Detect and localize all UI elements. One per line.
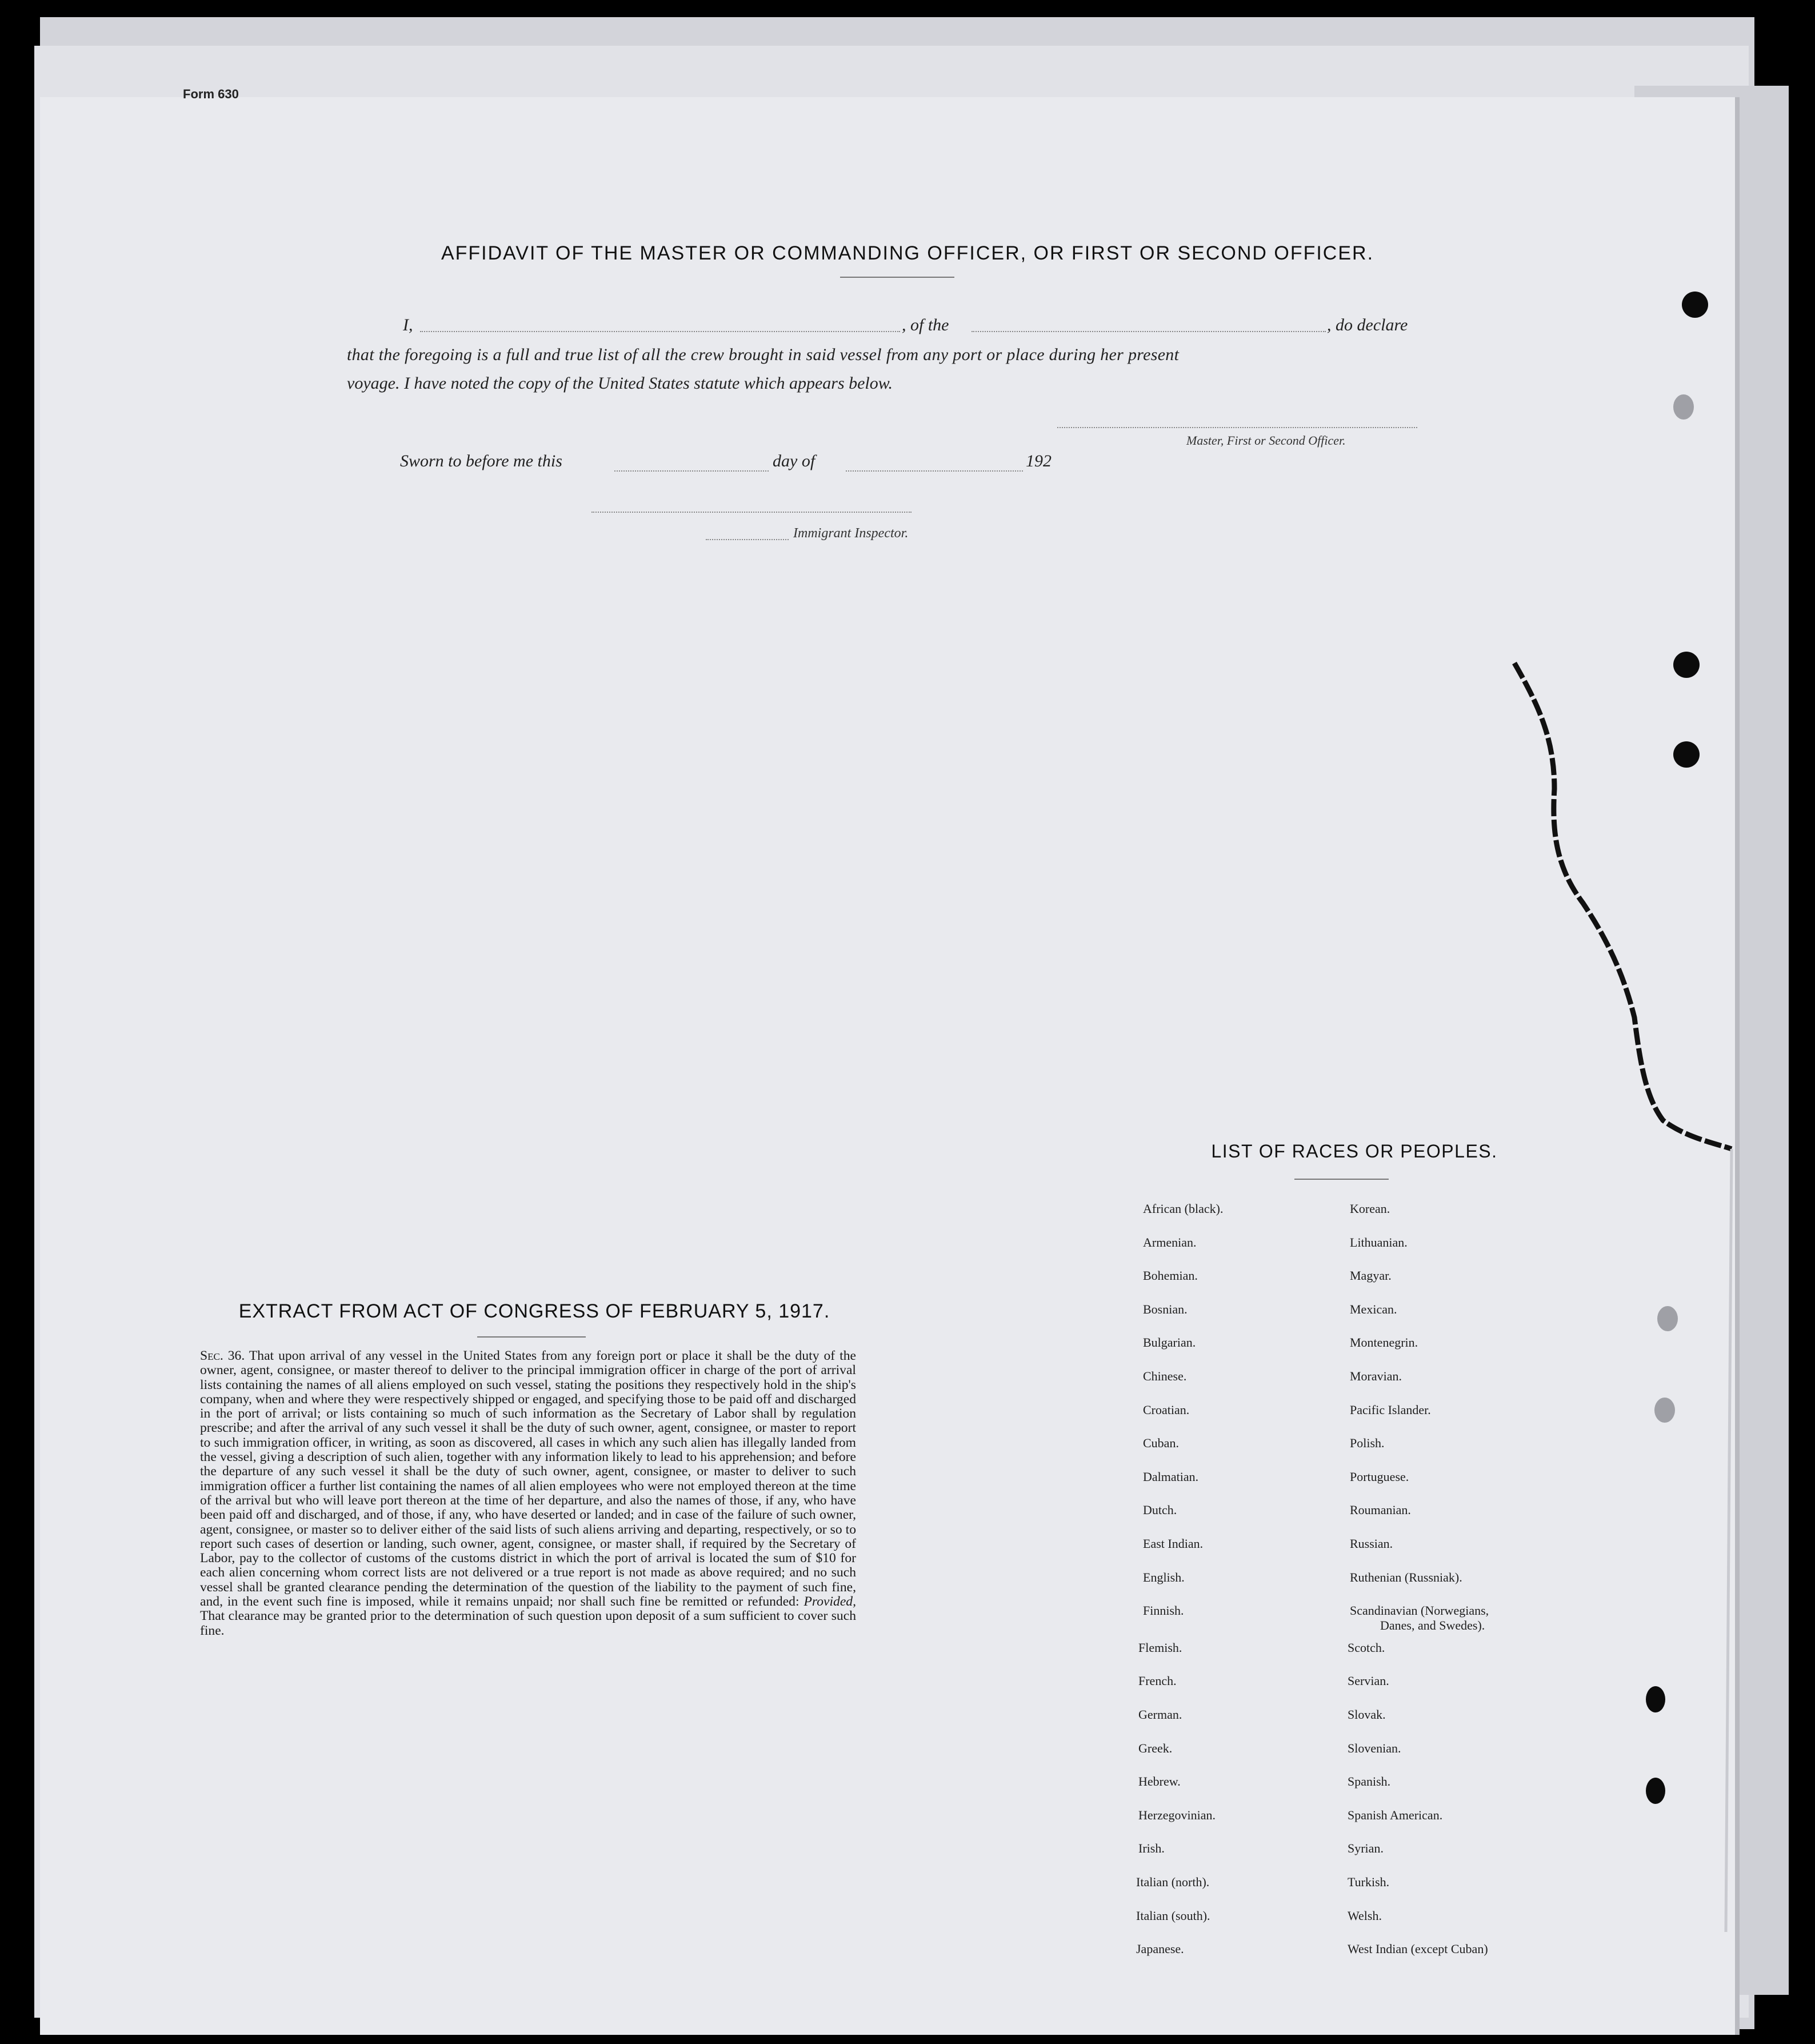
race-item: Spanish American. [1348,1807,1443,1822]
inspector-signature-field[interactable] [591,511,912,513]
master-caption: Master, First or Second Officer. [1186,433,1346,448]
race-item: Korean. [1350,1201,1390,1216]
title-rule [840,277,954,278]
affidavit-declare: , do declare [1327,316,1408,334]
race-item-continuation: Danes, and Swedes). [1380,1618,1485,1633]
affidavit-statement: that the foregoing is a full and true list of all the crew brought in said vessel from any port or place during her present [347,345,1180,364]
race-item: French. [1138,1674,1177,1688]
punch-hole [1673,741,1700,768]
punch-hole [1657,1306,1678,1331]
race-item: Hebrew. [1138,1774,1181,1789]
race-item: Irish. [1138,1841,1165,1856]
affidavit-title: AFFIDAVIT OF THE MASTER OR COMMANDING OFFICER, OR FIRST OR SECOND OFFICER. [441,242,1374,264]
race-item: Chinese. [1143,1369,1187,1383]
page-edge [1735,97,1740,2035]
race-item: Portuguese. [1350,1469,1409,1484]
race-item: Scandinavian (Norwegians, [1350,1603,1489,1618]
section-text: That upon arrival of any vessel in the United States from any foreign port or place it shall be the duty of the owner, agent, consignee, or master thereof to deliver to the principal immigration officer in charge of the port of arrival lists containing the names of all aliens employed on such vessel, stating the positions they respectively hold in the ship's company, when and where they were respectively shipped or engaged, and specifying those to be paid off and discharged in the port of arrival; or lists containing so much of such information as the Secretary of Labor shall by regulation prescribe; and after the arrival of any such vessel it shall be the duty of such owner, agent, consignee, or master to report to such immigration officer, in writing, as soon as discovered, all cases in which any such alien has illegally landed from the vessel, giving a description of such alien, together with any information likely to lead to his apprehension; and before the departure of any such vessel it shall be the duty of such owner, agent, consignee, or master to deliver to such immigration officer a further list containing the names of all alien employees who were not employed thereon at the time of the arrival but who will leave port thereon at the time of her departure, and also the names of those, if any, who have been paid off and discharged, and of those, if any, who have deserted or landed; and in case of the failure of such owner, agent, consignee, or master so to deliver either of the said lists of such aliens arriving and departing, respectively, or so to report such cases of desertion or landing, such owner, agent, consignee, or master shall, if required by the Secretary of Labor, pay to the collector of customs of the customs district in which the port of arrival is located the sum of $10 for each alien concerning whom correct lists are not delivered or a true report is not made as above required; and no such vessel shall be granted clearance pending the determination of the question of the liability to the payment of such fine, and, in the event such fine is imposed, while it remains unpaid; nor shall such fine be remitted or refunded: [200,1348,856,1610]
race-item: German. [1138,1707,1182,1722]
race-item: East Indian. [1143,1536,1204,1551]
race-item: Finnish. [1143,1603,1184,1618]
race-item: Scotch. [1348,1640,1385,1655]
day-of-text: day of [773,452,815,470]
race-item: Italian (south). [1136,1908,1210,1923]
race-item: Bohemian. [1143,1268,1198,1283]
inspector-name-field[interactable] [706,538,789,540]
race-item: Turkish. [1348,1875,1390,1889]
race-item: Servian. [1348,1674,1389,1688]
race-item: Polish. [1350,1436,1385,1451]
race-item: Italian (north). [1136,1875,1210,1889]
race-item: Croatian. [1143,1402,1190,1417]
punch-hole [1654,1398,1675,1423]
race-item: Bosnian. [1143,1302,1188,1316]
race-item: Russian. [1350,1536,1393,1551]
punch-hole [1673,652,1700,678]
year-text: 192 [1026,452,1052,470]
extract-title: EXTRACT FROM ACT OF CONGRESS OF FEBRUARY 5, 1917. [238,1300,830,1322]
race-item: West Indian (except Cuban) [1348,1942,1488,1957]
race-item: Pacific Islander. [1350,1402,1431,1417]
race-item: Armenian. [1143,1235,1197,1249]
race-item: English. [1143,1570,1185,1584]
inspector-caption: Immigrant Inspector. [793,526,909,541]
master-name-field[interactable] [420,330,900,332]
vessel-name-field[interactable] [972,330,1326,332]
sworn-day-field[interactable] [614,470,769,472]
affidavit-i: I, [403,316,413,334]
race-item: Bulgarian. [1143,1335,1196,1350]
form-number: Form 630 [183,87,239,101]
punch-hole [1646,1778,1665,1804]
race-item: Roumanian. [1350,1503,1411,1518]
affidavit-statement-cont: voyage. I have noted the copy of the United States statute which appears below. [347,374,893,393]
race-item: Ruthenian (Russniak). [1350,1570,1462,1584]
punch-hole [1673,394,1694,420]
race-item: Dutch. [1143,1503,1177,1518]
race-item: Slovak. [1348,1707,1386,1722]
race-item: Japanese. [1136,1942,1184,1957]
section-label: Sec. 36. [200,1348,245,1363]
race-item: Mexican. [1350,1302,1397,1316]
affidavit-of-the: , of the [902,316,949,334]
sworn-text: Sworn to before me this [400,452,562,470]
race-item: African (black). [1143,1201,1224,1216]
race-item: Montenegrin. [1350,1335,1418,1350]
race-item: Dalmatian. [1143,1469,1199,1484]
race-item: Lithuanian. [1350,1235,1408,1249]
race-item: Greek. [1138,1740,1173,1755]
race-item: Slovenian. [1348,1740,1401,1755]
signature-field[interactable] [1057,426,1417,428]
provided-label: Provided, [803,1594,856,1610]
race-item: Flemish. [1138,1640,1182,1655]
provided-text: That clearance may be granted prior to the determination of such question upon deposit of a sum sufficient to cover such fine. [200,1608,856,1638]
extract-title-rule [477,1336,586,1338]
race-item: Magyar. [1350,1268,1392,1283]
extract-body [200,1349,856,1638]
race-item: Spanish. [1348,1774,1391,1789]
punch-hole [1682,292,1708,318]
race-item: Moravian. [1350,1369,1402,1383]
race-item: Herzegovinian. [1138,1807,1216,1822]
race-item: Syrian. [1348,1841,1384,1856]
races-title-rule [1294,1179,1389,1180]
race-item: Cuban. [1143,1436,1179,1451]
race-item: Welsh. [1348,1908,1382,1923]
races-title: LIST OF RACES OR PEOPLES. [1211,1141,1498,1161]
sworn-month-field[interactable] [846,470,1023,472]
punch-hole [1646,1686,1665,1712]
